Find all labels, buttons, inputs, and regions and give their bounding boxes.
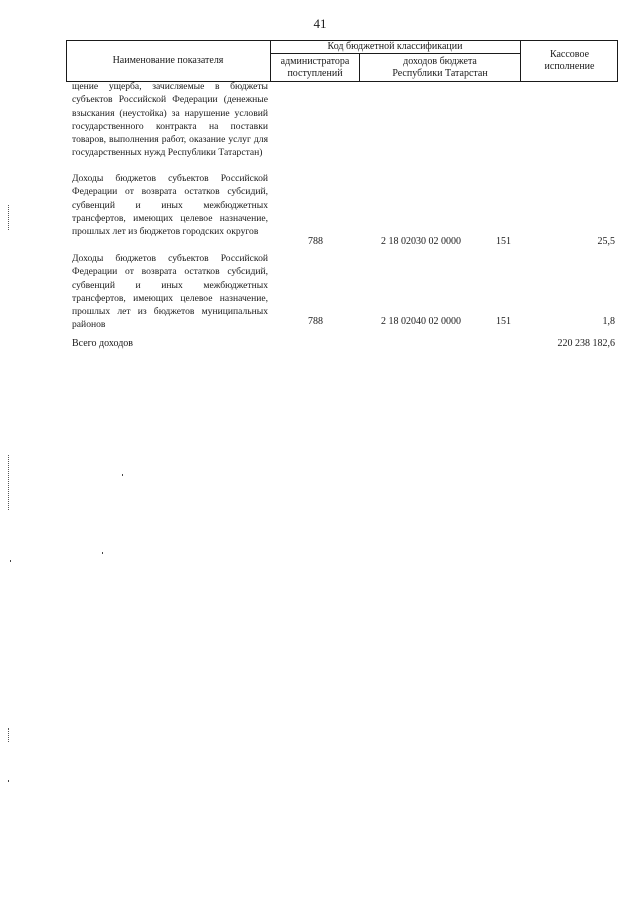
row-income-suffix: 151 <box>496 236 511 247</box>
scan-margin-marks <box>8 205 10 230</box>
row-value: 25,5 <box>597 236 615 247</box>
scan-speck <box>102 552 103 554</box>
row-name: Доходы бюджетов субъектов Российской Федерации от возврата остатков субсидий, субвенций и иных межбюджетных трансфертов, имеющих целевое назначение, прошлых лет из бюджетов городских округов <box>72 173 268 238</box>
header-execution: Кассовое исполнение <box>544 49 595 72</box>
scan-margin-marks <box>8 728 10 742</box>
total-label: Всего доходов <box>72 338 134 349</box>
scan-margin-marks <box>8 455 10 510</box>
total-value: 220 238 182,6 <box>557 338 615 349</box>
row-name: Доходы бюджетов субъектов Российской Федерации от возврата остатков субсидий, субвенций и иных межбюджетных трансфертов, имеющих целевое назначение, прошлых лет из бюджетов муниципальных районов <box>72 253 268 331</box>
page-number: 41 <box>313 16 327 31</box>
scan-speck <box>8 780 9 782</box>
header-admin: администратора поступлений <box>280 55 350 79</box>
row-income-code: 2 18 02040 02 0000 <box>381 316 461 327</box>
header-code-group: Код бюджетной классификации <box>327 40 463 52</box>
scan-speck <box>10 560 11 562</box>
row-admin-code: 788 <box>308 236 323 247</box>
row-income-suffix: 151 <box>496 316 511 327</box>
scan-speck <box>122 474 123 476</box>
row-name: щение ущерба, зачисляемые в бюджеты субъектов Российской Федерации (денежные взыскания (неустойка) за нарушение условий государственного контракта на поставки товаров, выполнения работ, оказание услуг для государственных нужд Республики Татарстан) <box>72 81 268 159</box>
row-income-code: 2 18 02030 02 0000 <box>381 236 461 247</box>
row-value: 1,8 <box>602 316 615 327</box>
row-admin-code: 788 <box>308 316 323 327</box>
header-income: доходов бюджета Республики Татарстан <box>392 55 488 79</box>
header-name: Наименование показателя <box>112 55 224 66</box>
